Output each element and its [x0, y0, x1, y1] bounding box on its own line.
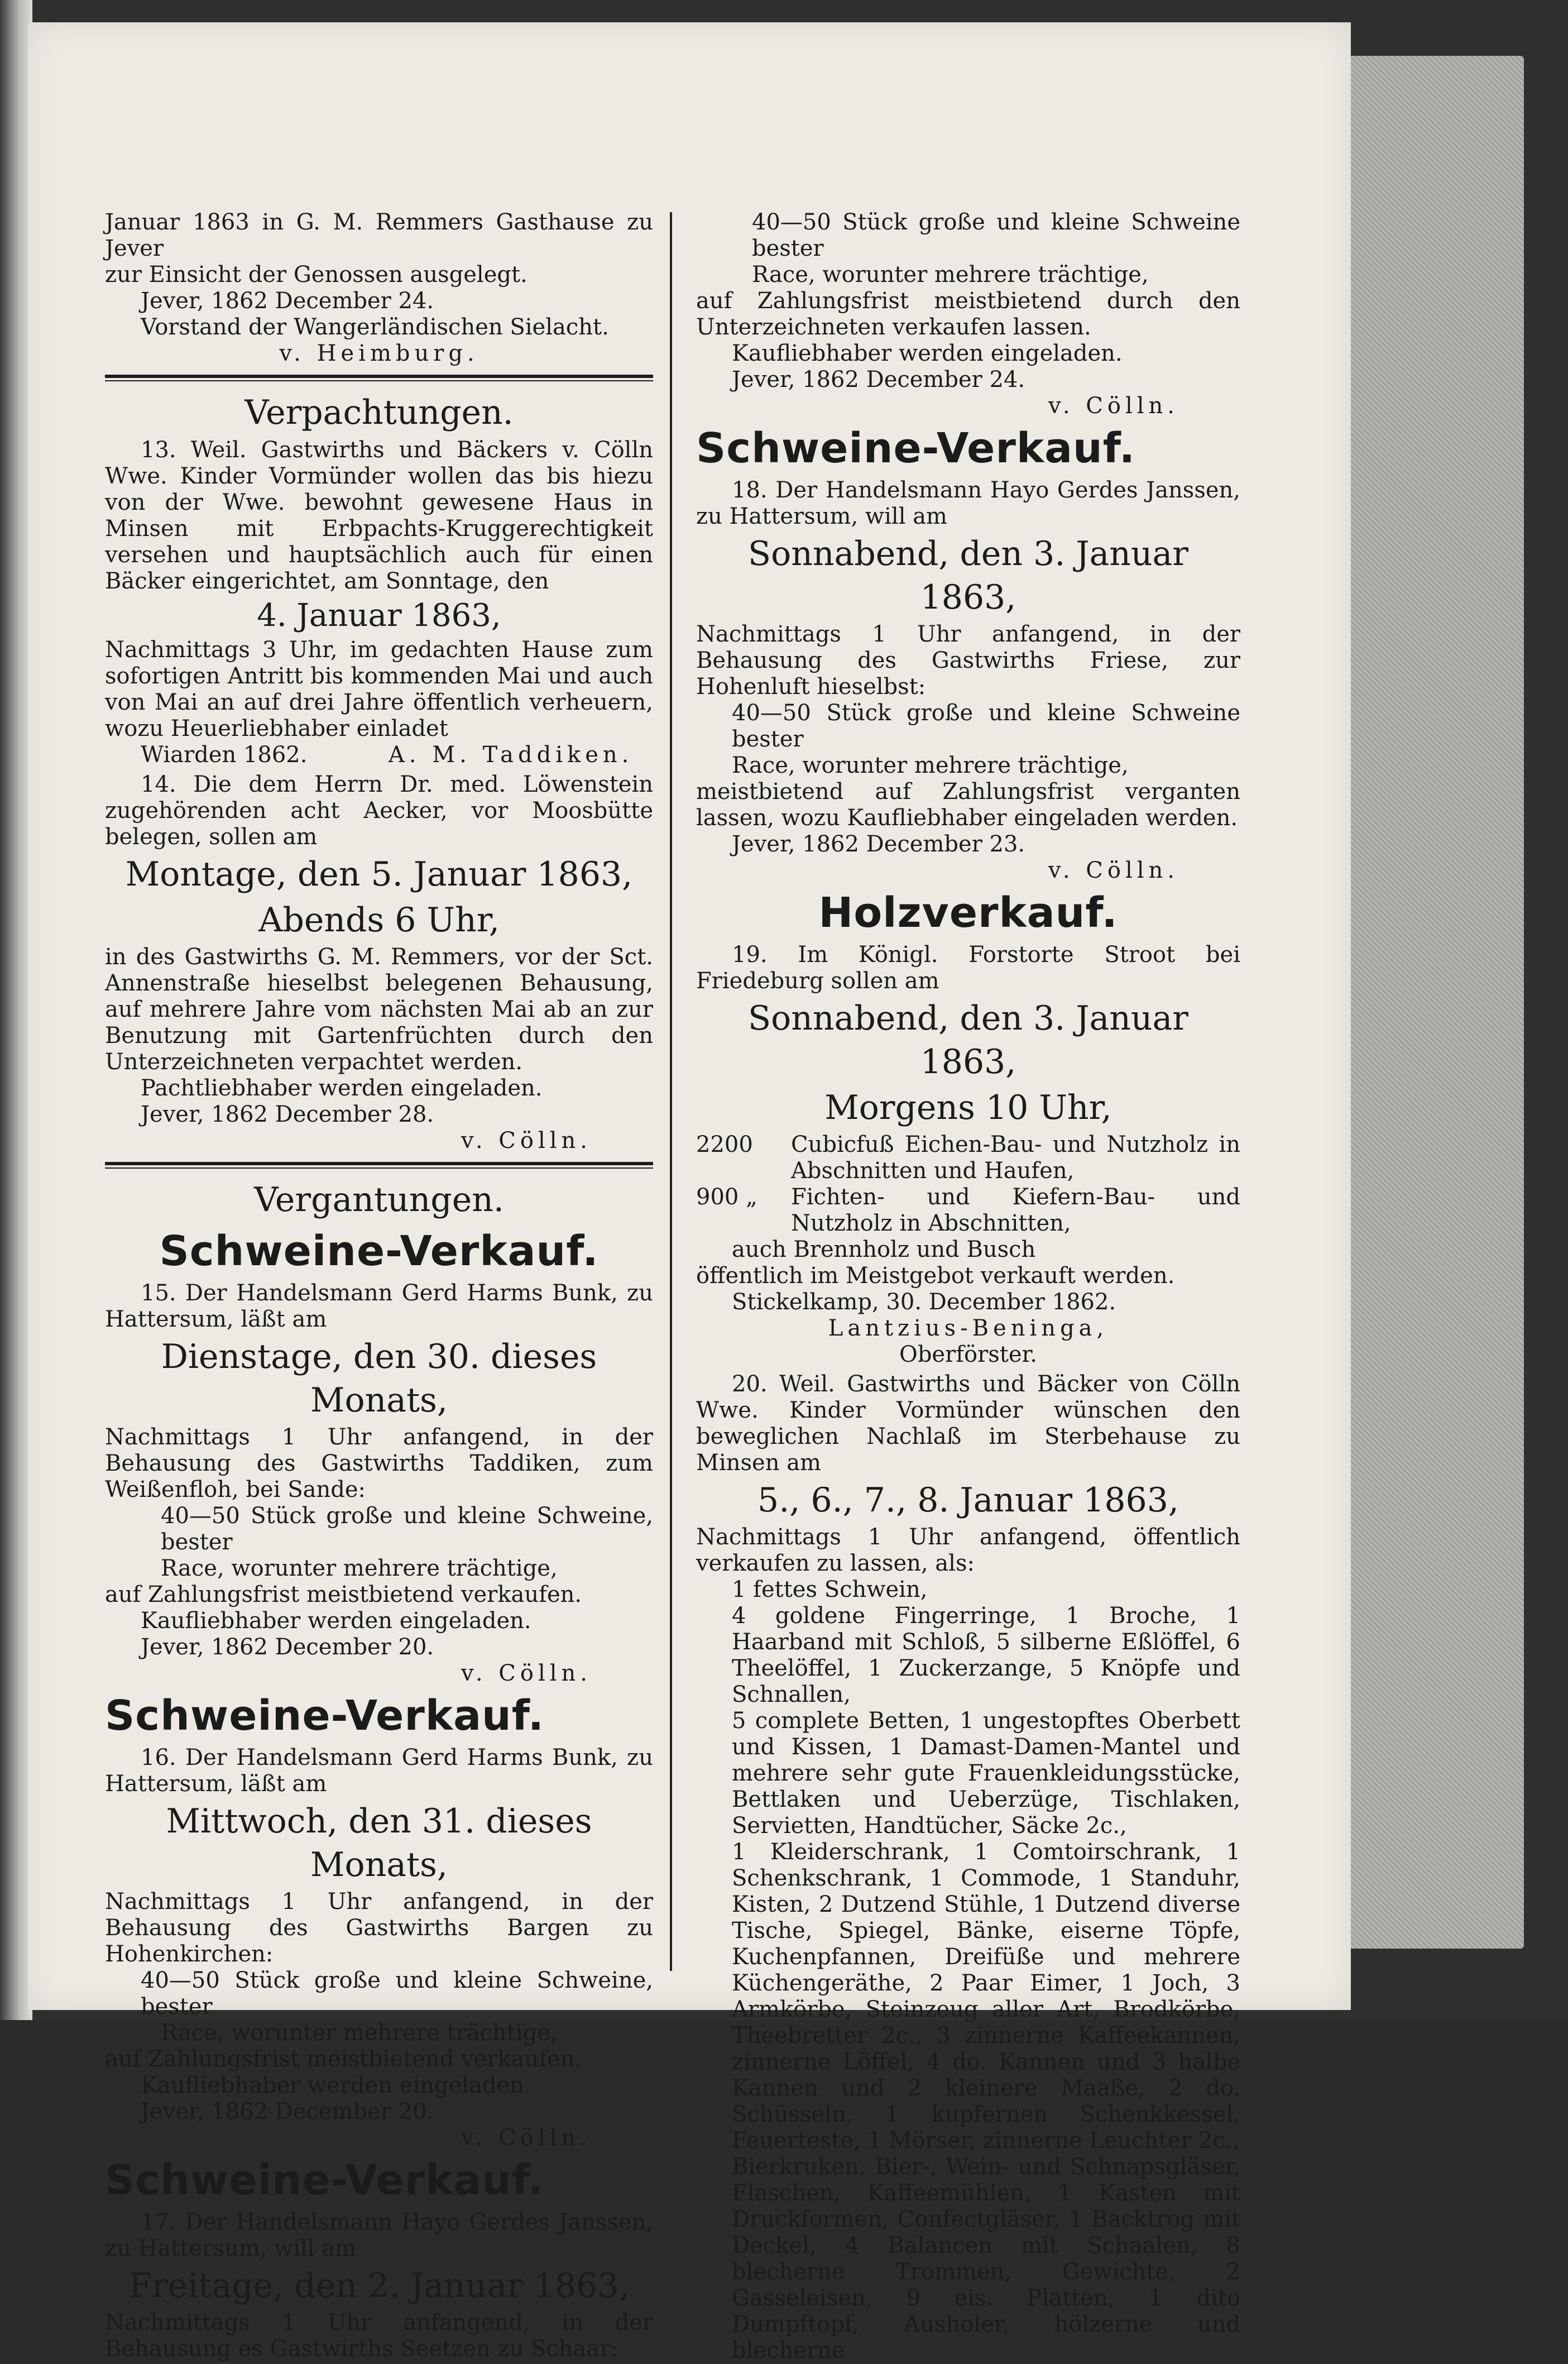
announcement-15-item-1: 40—50 Stück große und kleine Schweine, bester: [161, 1503, 653, 1555]
announcement-18: 18. Der Handelsmann Hayo Gerdes Janssen, zu Hattersum, will am: [696, 477, 1240, 529]
announcement-13-place: Wiarden 1862.: [141, 742, 308, 768]
cont-17-item-3: auf Zahlungsfrist meistbietend durch den Unterzeichneten verkaufen lassen.: [696, 288, 1240, 340]
announcement-13: 13. Weil. Gastwirths und Bäckers v. Cölln Wwe. Kinder Vormünder wollen das bis hiezu von der Wwe. bewohnt gewesene Haus in Minsen mit Erbpachts-Kruggerechtigkeit versehen und hauptsächlich auch für einen Bäcker eingerichtet, am Sonntage, den: [105, 437, 653, 594]
announcement-18-item-3: meistbietend auf Zahlungsfrist verganten lassen, wozu Kaufliebhaber eingeladen werden.: [696, 779, 1240, 831]
announcement-15-item-2: Race, worunter mehrere trächtige,: [161, 1556, 558, 1581]
announcement-17-body: Nachmittags 1 Uhr anfangend, in der Behausung es Gastwirths Seetzen zu Schaar:: [105, 2310, 653, 2362]
auction-item: Bierkruken, Bier-, Wein- und Schnapsgläser, Flaschen, Kaffeemühlen, 1 Kasten mit Druckformen, Confectgläser, 1 Backtrog mit Deckel, 4 Balancen mit Schaalen, 8 blecherne Trommen, Gewichte, 2 Gasseleisen, 9 eis. Platten, 1 dito Dumpftopf, Ausholer, hölzerne und blecherne: [732, 2154, 1240, 2363]
announcement-16-item-3: auf Zahlungsfrist meistbietend verkaufen.: [105, 2046, 582, 2072]
announcement-14-body: in des Gastwirths G. M. Remmers, vor der Sct. Annenstraße hieselbst belegenen Behausung, auf mehrere Jahre vom nächsten Mai ab an zur Benutzung mit Gartenfrüchten durch den Unterzeichneten verpachtet werden.: [105, 944, 653, 1075]
cont-17-invite: Kaufliebhaber werden eingeladen.: [732, 341, 1123, 366]
announcement-15-date: Dienstage, den 30. dieses Monats,: [161, 1337, 597, 1420]
right-column: [696, 209, 1240, 2364]
announcement-15-body: Nachmittags 1 Uhr anfangend, in der Behausung des Gastwirths Taddiken, zum Weißenfloh, bei Sande:: [105, 1424, 653, 1502]
announcement-13-footer: [105, 742, 653, 768]
wood-lot-2: [696, 1184, 1240, 1237]
announcement-16-item-1: 40—50 Stück große und kleine Schweine, bester: [141, 1968, 653, 2020]
intro-sign: v. Heimburg.: [279, 341, 479, 366]
poster-headline-16: Schweine-Verkauf.: [105, 1692, 544, 1740]
section-rule: [105, 1162, 653, 1169]
announcement-20-date: 5., 6., 7., 8. Januar 1863,: [757, 1481, 1179, 1520]
announcement-18-dateline: Jever, 1862 December 23.: [732, 831, 1025, 857]
announcement-16-date: Mittwoch, den 31. dieses Monats,: [166, 1802, 592, 1884]
column-divider: [670, 212, 672, 1971]
announcement-15-item-3: auf Zahlungsfrist meistbietend verkaufen.: [105, 1582, 582, 1607]
announcement-19: 19. Im Königl. Forstorte Stroot bei Friedeburg sollen am: [696, 942, 1240, 994]
wood-lot-3: auch Brennholz und Busch: [732, 1237, 1036, 1262]
announcement-18-body: Nachmittags 1 Uhr anfangend, in der Behausung des Gastwirths Friese, zur Hohenluft hieselbst:: [696, 621, 1240, 700]
announcement-16-item-2: Race, worunter mehrere trächtige,: [161, 2020, 558, 2046]
announcement-13-date: 4. Januar 1863,: [257, 597, 501, 634]
left-column: [105, 209, 653, 2362]
announcement-19-sign: Lantzius-Beninga,: [828, 1315, 1109, 1341]
announcement-14-date: Montage, den 5. Januar 1863,: [125, 855, 633, 894]
cont-17-dateline: Jever, 1862 December 24.: [732, 367, 1025, 393]
poster-headline-19: Holzverkauf.: [818, 889, 1118, 937]
announcement-18-date: Sonnabend, den 3. Januar 1863,: [748, 534, 1188, 617]
cont-17-sign: v. Cölln.: [1048, 393, 1179, 419]
announcement-16: 16. Der Handelsmann Gerd Harms Bunk, zu Hattersum, läßt am: [105, 1745, 653, 1797]
announcement-19-time: Morgens 10 Uhr,: [824, 1088, 1112, 1127]
cont-17-item-1: 40—50 Stück große und kleine Schweine bester: [752, 209, 1240, 261]
announcement-15-invite: Kaufliebhaber werden eingeladen.: [141, 1608, 531, 1634]
intro-line-2: zur Einsicht der Genossen ausgelegt.: [105, 262, 528, 288]
announcement-16-dateline: Jever, 1862 December 20.: [141, 2099, 434, 2124]
heading-vergantungen: Vergantungen.: [254, 1180, 504, 1219]
announcement-14: 14. Die dem Herrn Dr. med. Löwenstein zugehörenden acht Aecker, vor Moosbütte belegen, sollen am: [105, 772, 653, 850]
announcement-16-sign: v. Cölln.: [461, 2125, 592, 2151]
heading-verpachtungen: Verpachtungen.: [244, 393, 514, 432]
announcement-16-body: Nachmittags 1 Uhr anfangend, in der Behausung des Gastwirths Bargen zu Hohenkirchen:: [105, 1889, 653, 1967]
announcement-19-title: Oberförster.: [899, 1342, 1037, 1367]
announcement-14-dateline: Jever, 1862 December 28.: [141, 1102, 434, 1127]
newspaper-page: [28, 22, 1351, 2363]
announcement-18-sign: v. Cölln.: [1048, 858, 1179, 883]
announcement-15-dateline: Jever, 1862 December 20.: [141, 1634, 434, 1660]
announcement-15-sign: v. Cölln.: [461, 1660, 592, 1686]
announcement-18-item-1: 40—50 Stück große und kleine Schweine bester: [732, 700, 1240, 752]
wood-lot-1-qty: 2200: [696, 1132, 753, 1157]
announcement-19-date: Sonnabend, den 3. Januar 1863,: [748, 999, 1188, 1081]
announcement-17: 17. Der Handelsmann Hayo Gerdes Janssen, zu Hattersum, will am: [105, 2209, 653, 2261]
auction-item: 1 fettes Schwein,: [732, 1577, 928, 1602]
wood-sale-note: öffentlich im Meistgebot verkauft werden.: [696, 1263, 1175, 1289]
announcement-13-body: Nachmittags 3 Uhr, im gedachten Hause zum sofortigen Antritt bis kommenden Mai und auch von Mai an auf drei Jahre öffentlich verheuern, wozu Heuerliebhaber einladet: [105, 637, 653, 741]
intro-date: Jever, 1862 December 24.: [141, 288, 434, 314]
wood-lot-1: [696, 1132, 1240, 1184]
wood-lot-1-desc: Cubicfuß Eichen-Bau- und Nutzholz in Abschnitten und Haufen,: [791, 1132, 1240, 1184]
auction-item: 4 goldene Fingerringe, 1 Broche, 1 Haarband mit Schloß, 5 silberne Eßlöffel, 6 Theelöffel, 1 Zuckerzange, 5 Knöpfe und Schnallen,: [732, 1603, 1240, 1707]
announcement-14-invite: Pachtliebhaber werden eingeladen.: [141, 1075, 543, 1101]
section-rule: [105, 375, 653, 381]
auction-item: 5 complete Betten, 1 ungestopftes Oberbett und Kissen, 1 Damast-Damen-Mantel und mehrere sehr gute Frauenkleidungsstücke, Bettlaken und Ueberzüge, Tischlaken, Servietten, Handtücher, Säcke 2c.,: [732, 1708, 1240, 1839]
announcement-14-sign: v. Cölln.: [461, 1128, 592, 1154]
auction-item: 1 Kleiderschrank, 1 Comtoirschrank, 1 Schenkschrank, 1 Commode, 1 Standuhr, Kisten, 2 Dutzend Stühle, 1 Dutzend diverse Tische, Spiegel, Bänke, eiserne Töpfe, Kuchenpfannen, Dreifüße und mehrere Küchengeräthe, 2 Paar Eimer, 1 Joch, 3 Armkörbe, Steinzeug aller Art, Brodkörbe, Theebretter 2c., 3 zinnerne Kaffeekannen, zinnerne Löffel, 4 do. Kannen und 3 halbe Kannen und 2 kleinere Maaße, 2 do. Schüsseln, 1 kupfernen Schenkkessel, Feuerteste, 1 Mörser, zinnerne Leuchter 2c.,: [732, 1839, 1240, 2154]
cover-board: [1340, 56, 1524, 1949]
intro-line-1: Januar 1863 in G. M. Remmers Gasthause zu Jever: [105, 209, 653, 261]
poster-headline-17: Schweine-Verkauf.: [105, 2156, 544, 2204]
wood-lot-2-desc: Fichten- und Kiefern-Bau- und Nutzholz in Abschnitten,: [791, 1184, 1240, 1236]
announcement-18-item-2: Race, worunter mehrere trächtige,: [732, 753, 1129, 778]
intro-board: Vorstand der Wangerländischen Sielacht.: [141, 314, 609, 340]
announcement-13-sign: A. M. Taddiken.: [388, 742, 634, 768]
announcement-14-time: Abends 6 Uhr,: [258, 901, 500, 940]
wood-lot-2-qty: 900 „: [696, 1184, 757, 1210]
announcement-16-invite: Kaufliebhaber werden eingeladen.: [141, 2073, 531, 2098]
announcement-17-date: Freitage, den 2. Januar 1863,: [128, 2266, 630, 2305]
cont-17-item-2: Race, worunter mehrere trächtige,: [752, 262, 1149, 288]
announcement-19-dateline: Stickelkamp, 30. December 1862.: [732, 1289, 1116, 1315]
poster-headline-15: Schweine-Verkauf.: [159, 1227, 599, 1275]
announcement-20-body: Nachmittags 1 Uhr anfangend, öffentlich verkaufen zu lassen, als:: [696, 1524, 1240, 1576]
poster-headline-18: Schweine-Verkauf.: [696, 424, 1135, 472]
announcement-20: 20. Weil. Gastwirths und Bäcker von Cölln Wwe. Kinder Vormünder wünschen den beweglichen Nachlaß im Sterbehause zu Minsen am: [696, 1371, 1240, 1476]
announcement-15: 15. Der Handelsmann Gerd Harms Bunk, zu Hattersum, läßt am: [105, 1280, 653, 1332]
